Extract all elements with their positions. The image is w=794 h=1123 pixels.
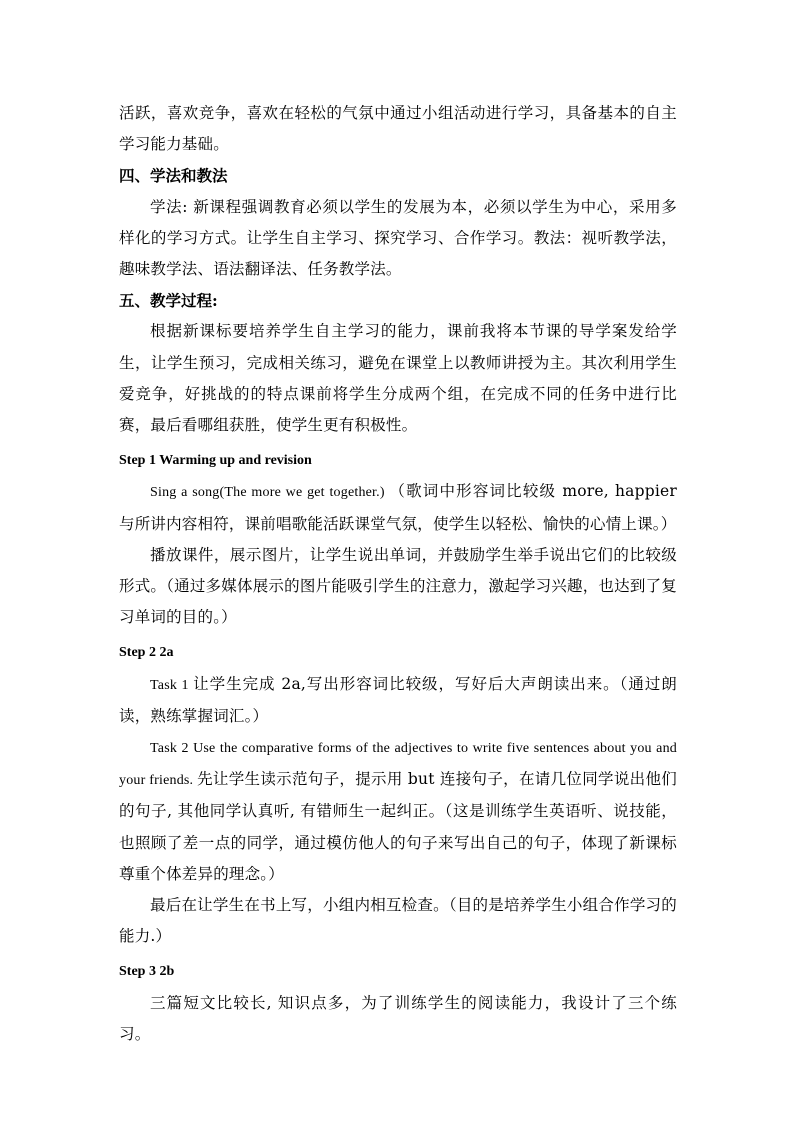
- paragraph-task-2: [119, 732, 677, 890]
- section-heading-methods: 四、学法和教法: [119, 166, 228, 186]
- sing-song-english: Sing a song(The more we get together.): [150, 485, 390, 501]
- paragraph-write-check: 最后在让学生在书上写，小组内相互检查。（目的是培养学生小组合作学习的能力.）: [119, 896, 677, 946]
- paragraph-student-traits: 活跃，喜欢竞争，喜欢在轻松的气氛中通过小组活动进行学习，具备基本的自主学习能力基础。: [119, 104, 677, 154]
- paragraph-show-pictures: 播放课件，展示图片，让学生说出单词，并鼓励学生举手说出它们的比较级形式。（通过多媒体展示的图片能吸引学生的注意力，激起学习兴趣，也达到了复习单词的目的。）: [119, 545, 677, 627]
- document-body: [119, 98, 677, 1050]
- task-2-text: 先让学生读示范句子，提示用 but 连接句子，在请几位同学说出他们的句子, 其他同学认真听, 有错师生一起纠正。（这是训练学生英语听、说技能，也照顾了差一点的同学，通过模仿他人的句子来写出自己的句子，体现了新课标尊重个体差异的理念。）: [119, 770, 678, 883]
- paragraph-process-intro: 根据新课标要培养学生自主学习的能力，课前我将本节课的导学案发给学生，让学生预习，完成相关练习，避免在课堂上以教师讲授为主。其次利用学生爱竞争，好挑战的的特点课前将学生分成两个组，在完成不同的任务中进行比赛，最后看哪组获胜，使学生更有积极性。: [119, 322, 677, 435]
- paragraph-reading-exercises: 三篇短文比较长, 知识点多，为了训练学生的阅读能力，我设计了三个练习。: [119, 993, 677, 1043]
- step-2-heading: Step 2 2a: [119, 645, 174, 661]
- section-heading-teaching-process: 五、教学过程:: [119, 291, 218, 311]
- step-3-heading: Step 3 2b: [119, 964, 175, 980]
- task-2-english: Task 2 Use the comparative forms of the adjectives to write five sentences about you and your friends.: [119, 741, 677, 789]
- paragraph-learning-teaching-methods: 学法: 新课程强调教育必须以学生的发展为本，必须以学生为中心，采用多样化的学习方式。让学生自主学习、探究学习、合作学习。教法：视听教学法，趣味教学法、语法翻译法、任务教学法。: [119, 197, 677, 279]
- step-1-heading: Step 1 Warming up and revision: [119, 453, 312, 469]
- paragraph-sing-song: [119, 476, 677, 539]
- task-1-text: 让学生完成 2a,写出形容词比较级，写好后大声朗读出来。（通过朗读，熟练掌握词汇。）: [119, 674, 677, 725]
- sing-song-note: （歌词中形容词比较级 more, happier 与所讲内容相符，课前唱歌能活跃课堂气氛，使学生以轻松、愉快的心情上课。）: [119, 482, 677, 533]
- paragraph-task-1: [119, 669, 677, 732]
- task-1-label: Task 1: [150, 677, 194, 693]
